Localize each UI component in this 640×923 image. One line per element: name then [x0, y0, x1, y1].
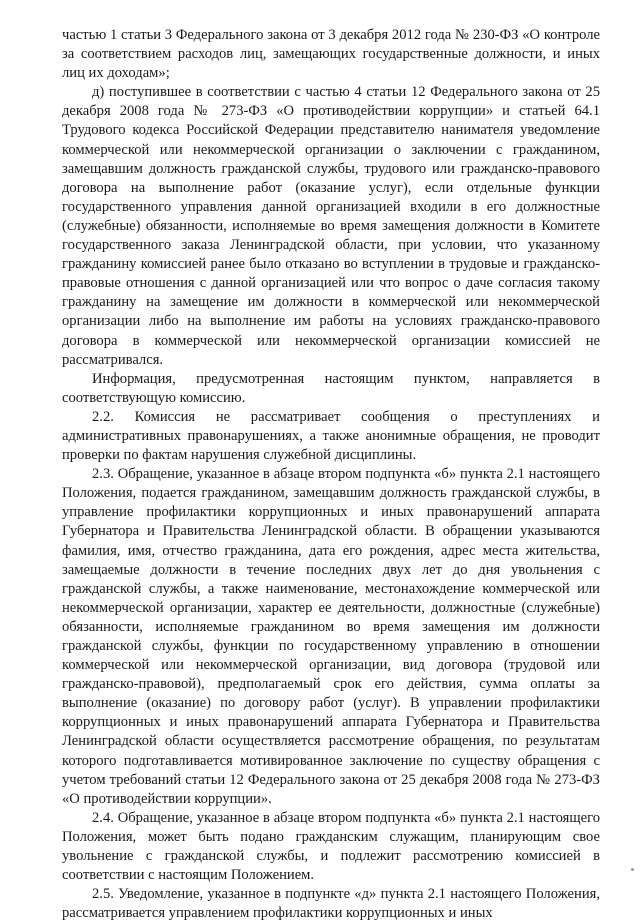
paragraph-continuation-230fz: частью 1 статьи 3 Федерального закона от 3 декабря 2012 года № 230-ФЗ «О контроле за соответствием расходов лиц, замещающих государственные должности, и иных лиц их доходам»; [62, 27, 600, 82]
paragraph-2-2: 2.2. Комиссия не рассматривает сообщения о преступлениях и административных правонарушениях, а также анонимные обращения, не проводит проверки по фактам нарушения служебной дисциплины. [62, 408, 600, 464]
paragraph-subpoint-d: д) поступившее в соответствии с частью 4 статьи 12 Федерального закона от 25 декабря 2008 года № 273-ФЗ «О противодействии коррупции» и статьей 64.1 Трудового кодекса Российской Федерации представителю нанимателя уведомление коммерческой или некоммерческой организации о заключении с гражданином, замещавшим должность гражданской службы, трудового или гражданско-правового договора на выполнение работ (оказание услуг), если отдельные функции государственного управления данной организацией входили в его должностные (служебные) обязанности, исполняемые во время замещения должности в Комитете государственного заказа Ленинградской области, при условии, что указанному гражданину комиссией ранее было отказано во вступлении в трудовые и гражданско-правовые отношения с данной организацией или что вопрос о даче согласия такому гражданину на замещение им должности в коммерческой или некоммерческой организации либо на выполнение им работы на условиях гражданско-правового договора в коммерческой или некоммерческой организации комиссией не рассматривался. [62, 84, 600, 368]
paragraph-2-5: 2.5. Уведомление, указанное в подпункте «д» пункта 2.1 настоящего Положения, рассматривается управлением профилактики коррупционных и иных [62, 886, 600, 922]
paragraph-information-note: Информация, предусмотренная настоящим пунктом, направляется в соответствующую комиссию. [62, 370, 600, 406]
paragraph-2-4: 2.4. Обращение, указанное в абзаце втором подпункта «б» пункта 2.1 настоящего Положения, может быть подано гражданским служащим, планирующим свое увольнение с гражданской службы, и подлежит рассмотрению комиссией в соответствии с настоящим Положением. [62, 809, 600, 884]
scan-speck [631, 868, 634, 871]
paragraph-2-3: 2.3. Обращение, указанное в абзаце втором подпункта «б» пункта 2.1 настоящего Положения, подается гражданином, замещавшим должность гражданской службы, в управление профилактики коррупционных и иных правонарушений аппарата Губернатора и Правительства Ленинградской области. В обращении указываются фамилия, имя, отчество гражданина, дата его рождения, адрес места жительства, замещаемые должности в течение последних двух лет до дня увольнения с гражданской службы, а также наименование, местонахождение коммерческой или некоммерческой организации, характер ее деятельности, должностные (служебные) обязанности, исполняемые гражданином во время замещения им должности гражданской службы, функции по государственному управлению в отношении коммерческой или некоммерческой организации, вид договора (трудовой или гражданско-правовой), предполагаемый срок его действия, сумма оплаты за выполнение (оказание) по договору работ (услуг). В управлении профилактики коррупционных и иных правонарушений аппарата Губернатора и Правительства Ленинградской области осуществляется рассмотрение обращения, по результатам которого подготавливается мотивированное заключение по существу обращения с учетом требований статьи 12 Федерального закона от 25 декабря 2008 года № 273-ФЗ «О противодействии коррупции». [62, 466, 600, 807]
